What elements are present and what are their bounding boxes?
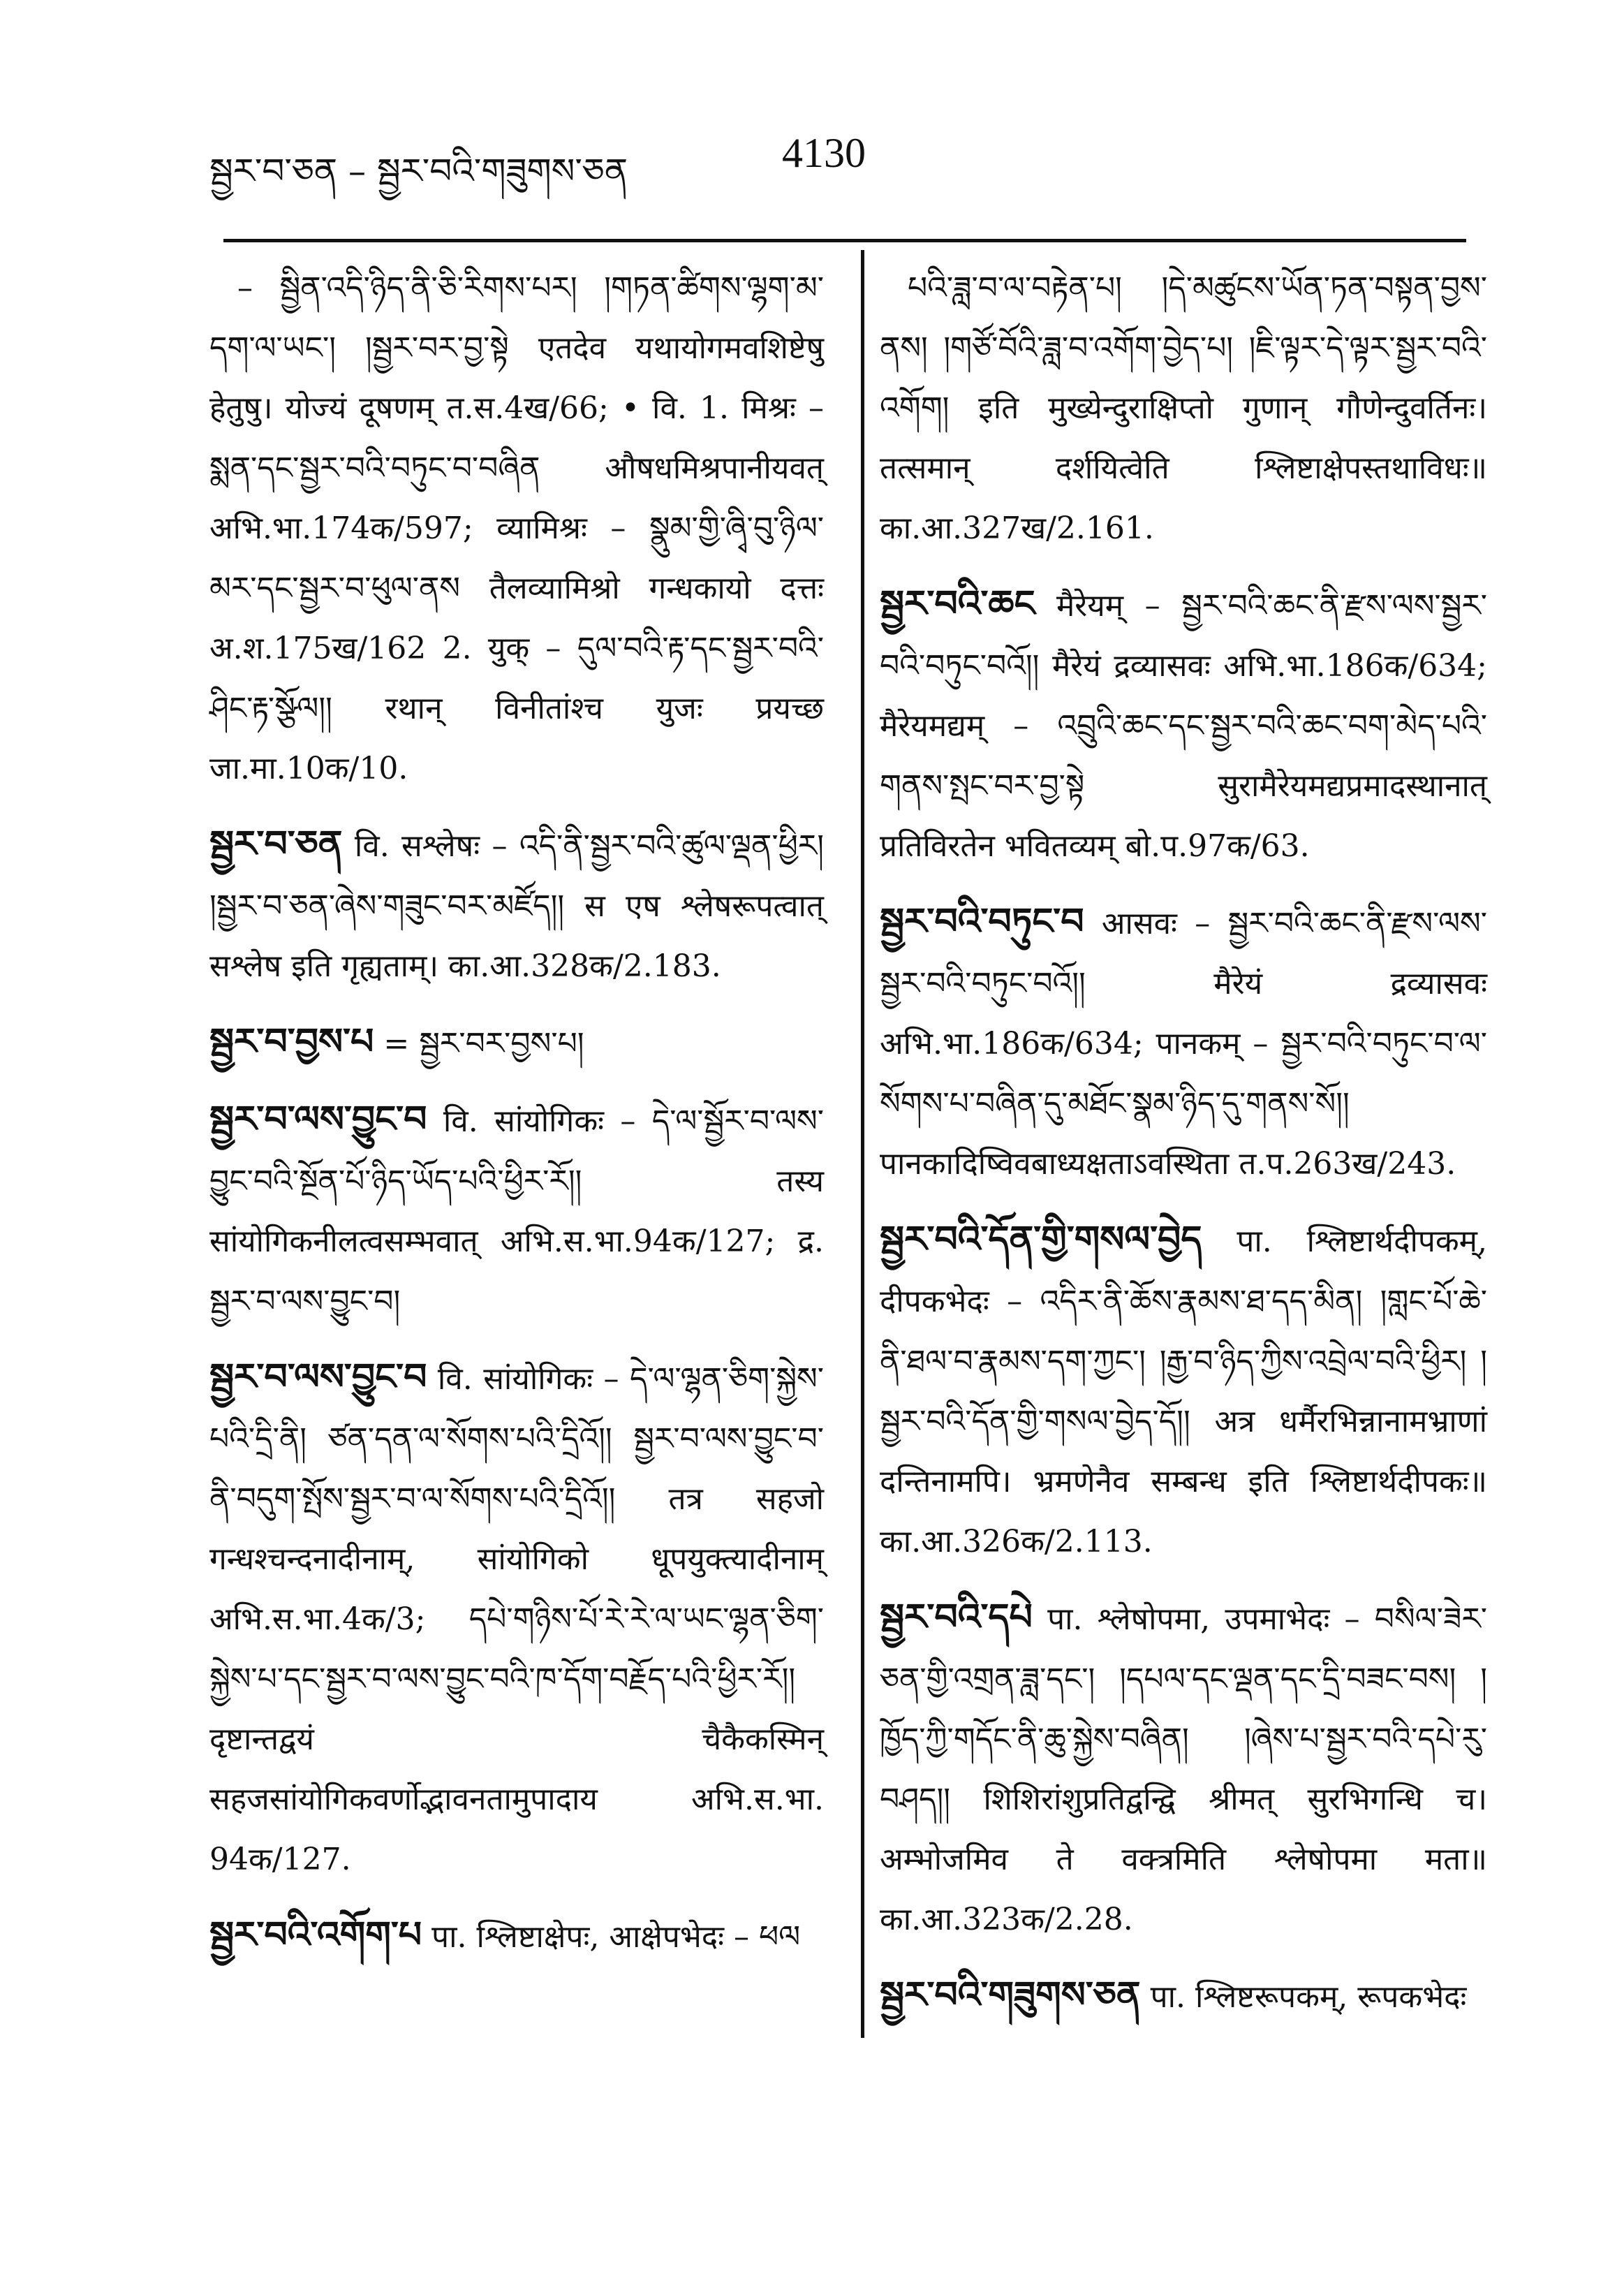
dictionary-entry — [209, 1012, 824, 1074]
left-column — [209, 258, 824, 1983]
entry-body: मैरेयम् – སྦྱར་བའི་ཆང་ནི་རྫས་ལས་སྦྱར་བའི་བཏུང་བའོ།། मैरेयं द्रव्यासवः अभि.भा.186क/634; मैरेयमद्यम् – འབྲུའི་ཆང་དང་སྦྱར་བའི་ཆང་བག་མེད་པའི་གནས་སྤང་བར་བྱ་སྟེ सुरामैरेयमद्यप्रमादस्थानात् प्रतिविरतेन भवितव्यम् बो.प.97क/63. — [880, 588, 1487, 864]
entry-headword: སྦྱར་བའི་འགོག་པ — [209, 1914, 422, 1956]
entry-body: वि. सांयोगिकः – དེ་ལ་སྦྱོར་བ་ལས་བྱུང་བའི་སྔོན་པོ་ཉིད་ཡོད་པའི་ཕྱིར་རོ།། तस्य सांयोगिकनीलत्वसम्भवात् अभि.स.भा.94क/127; द्र. སྦྱར་བ་ལས་བྱུང་བ། — [209, 1103, 824, 1319]
dictionary-entry — [880, 892, 1487, 1194]
column-divider — [861, 250, 864, 2038]
dictionary-entry — [209, 1905, 824, 1967]
entry-body: པའི་ཟླ་བ་ལ་བརྟེན་པ། །དེ་མཚུངས་ཡོན་ཏན་བསྟན་བྱས་ནས། །གཙོ་བོའི་ཟླ་བ་འགོག་བྱེད་པ། །ཇི་ལྟར་དེ་ལྟར་སྦྱར་བའི་འགོག། इति मुख्येन्दुराक्षिप्तो गुणान् गौणेन्दुवर्तिनः। तत्समान् दर्शयित्वेति श्लिष्टाक्षेपस्तथाविधः॥ का.आ.327ख/2.161. — [880, 270, 1487, 546]
running-head: སྦྱར་བ་ཅན – སྦྱར་བའི་གཟུགས་ཅན — [209, 151, 628, 191]
entry-headword: སྦྱར་བ་བྱས་པ — [209, 1020, 374, 1063]
entry-headword: སྦྱར་བའི་དོན་གྱི་གསལ་བྱེད — [880, 1218, 1202, 1261]
page-number: 4130 — [782, 130, 866, 176]
dictionary-entry — [209, 1347, 824, 1890]
dictionary-entry — [880, 1210, 1487, 1572]
dictionary-entry — [880, 1965, 1487, 2027]
dictionary-entry — [880, 574, 1487, 876]
entry-body: पा. श्लिष्टाक्षेपः, आक्षेपभेदः – ཕལ — [431, 1919, 801, 1955]
entry-body: वि. सश्लेषः – འདི་ནི་སྦྱར་བའི་ཚུལ་ལྡན་ཕྱིར། །སྦྱར་བ་ཅན་ཞེས་གཟུང་བར་མཛོད།། स एष श्लेषरूपत्वात् सश्लेष इति गृह्यताम्। का.आ.328क/2.183. — [209, 828, 824, 984]
entry-headword: སྦྱར་བ་ལས་བྱུང་བ — [209, 1356, 427, 1398]
entry-body: वि. सांयोगिकः – དེ་ལ་ལྷན་ཅིག་སྐྱེས་པའི་དྲི་ནི། ཙན་དན་ལ་སོགས་པའི་དྲིའོ།། སྦྱར་བ་ལས་བྱུང་བ་ནི་བདུག་སྤོས་སྦྱར་བ་ལ་སོགས་པའི་དྲིའོ།། तत्र सहजो गन्धश्चन्दनादीनाम्, सांयोगिको धूपयुक्त्यादीनाम् अभि.स.भा.4क/3; དཔེ་གཉིས་པོ་རེ་རེ་ལ་ཡང་ལྷན་ཅིག་སྐྱེས་པ་དང་སྦྱར་བ་ལས་བྱུང་བའི་ཁ་དོག་བརྗོད་པའི་ཕྱིར་རོ།། दृष्टान्तद्वयं चैकैकस्मिन् सहजसांयोगिकवर्णोद्भावनतामुपादाय अभि.स.भा. 94क/127. — [209, 1361, 824, 1877]
entry-headword: སྦྱར་བའི་གཟུགས་ཅན — [880, 1974, 1141, 2016]
entry-headword: སྦྱར་བ་ལས་བྱུང་བ — [209, 1098, 427, 1140]
entry-body: – སྦྱིན་འདི་ཉིད་ནི་ཅི་རིགས་པར། །གཏན་ཚིགས་ལྷག་མ་དག་ལ་ཡང་། །སྦྱར་བར་བྱ་སྟེ एतदेव यथायोगमवशिष्टेषु हेतुषु। योज्यं दूषणम् त.स.4ख/66; • वि. 1. मिश्रः – སྨན་དང་སྦྱར་བའི་བཏུང་བ་བཞིན औषधमिश्रपानीयवत् अभि.भा.174क/597; व्यामिश्रः – སྣུམ་གྱི་ཞྭི་བུ་ཉིལ་མར་དང་སྦྱར་བ་ཕུལ་ནས तैलव्यामिश्रो गन्धकायो दत्तः अ.श.175ख/162 2. युक् – དུལ་བའི་རྟ་དང་སྦྱར་བའི་ཤིང་རྟ་སྩོལ།། रथान् विनीतांश्च युजः प्रयच्छ जा.मा.10क/10. — [209, 270, 824, 786]
entry-headword: སྦྱར་བ་ཅན — [209, 823, 343, 865]
entry-body: पा. श्लेषोपमा, उपमाभेदः – བསིལ་ཟེར་ཅན་གྱི་འགྲན་ཟླ་དང་། །དཔལ་དང་ལྡན་དང་དྲི་བཟང་བས། །ཁྱོད་ཀྱི་གདོང་ནི་ཆུ་སྐྱེས་བཞིན། །ཞེས་པ་སྦྱར་བའི་དཔེ་རུ་བཤད།། शिशिरांशुप्रतिद्वन्द्वि श्रीमत् सुरभिगन्धि च। अम्भोजमिव ते वक्त्रमिति श्लेषोपमा मता॥ का.आ.323क/2.28. — [880, 1601, 1487, 1937]
right-column — [880, 258, 1487, 2043]
dictionary-entry — [880, 1587, 1487, 1950]
dictionary-entry — [209, 1089, 824, 1332]
entry-continuation — [880, 258, 1487, 559]
entry-body: पा. श्लिष्टरूपकम्, रूपकभेदः — [1150, 1979, 1467, 2015]
entry-body: पा. श्लिष्टार्थदीपकम्, दीपकभेदः – འདིར་ནི་ཆོས་རྣམས་ཐ་དད་མིན། །གླང་པོ་ཆེ་ནི་ཐལ་བ་རྣམས་དག་ཀྱང་། །རྒྱ་བ་ཉིད་ཀྱིས་འབྲེལ་བའི་ཕྱིར། །སྦྱར་བའི་དོན་གྱི་གསལ་བྱེད་དོ།། अत्र धर्मैरभिन्नानामभ्राणां दन्तिनामपि। भ्रमणेनैव सम्बन्ध इति श्लिष्टार्थदीपकः॥ का.आ.326क/2.113. — [880, 1224, 1487, 1559]
dictionary-entry — [209, 814, 824, 997]
entry-headword: སྦྱར་བའི་དཔེ — [880, 1596, 1033, 1638]
header-rule — [223, 239, 1466, 242]
entry-body: = སྦྱར་བར་བྱས་པ། — [383, 1026, 584, 1062]
entry-headword: སྦྱར་བའི་ཆང — [880, 582, 1035, 625]
entry-headword: སྦྱར་བའི་བཏུང་བ — [880, 900, 1084, 943]
entry-body: आसवः – སྦྱར་བའི་ཆང་ནི་རྫས་ལས་སྦྱར་བའི་བཏུང་བའོ།། मैरेयं द्रव्यासवः अभि.भा.186क/634; पानकम् – སྦྱར་བའི་བཏུང་བ་ལ་སོགས་པ་བཞིན་དུ་མཐོང་སྣམ་ཉིད་དུ་གནས་སོ།། पानकादिष्विवबाध्यक्षताऽवस्थिता त.प.263ख/243. — [880, 906, 1487, 1182]
entry-continuation — [209, 258, 824, 799]
